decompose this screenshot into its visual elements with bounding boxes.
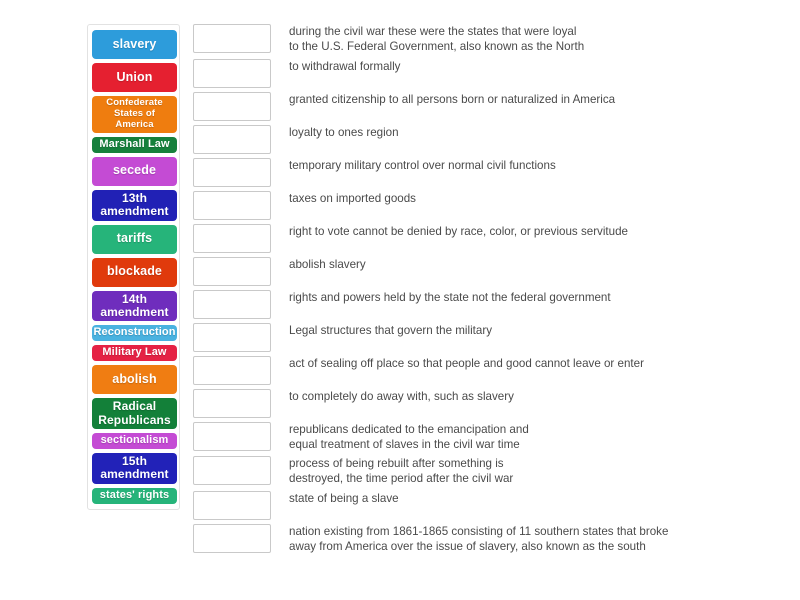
term-tile[interactable]: Confederate States of America [92,96,177,133]
definition-line: state of being a slave [289,491,399,505]
answer-drop-box[interactable] [193,524,271,553]
definition-text [271,456,793,487]
definition-text [271,92,793,107]
definition-row [193,524,793,555]
term-tile[interactable]: sectionalism [92,433,177,449]
term-tile[interactable]: Radical Republicans [92,398,177,429]
definition-line: away from America over the issue of slavery, also known as the south [289,540,646,554]
term-tile[interactable]: Military Law [92,345,177,361]
answer-drop-box[interactable] [193,456,271,485]
definition-text [271,158,793,173]
answer-drop-box[interactable] [193,491,271,520]
definition-row [193,290,793,319]
definition-text [271,389,793,404]
term-tile[interactable]: Reconstruction [92,325,177,341]
definition-line: republicans dedicated to the emancipation and [289,422,529,436]
definition-row [193,356,793,385]
term-tile[interactable]: 15th amendment [92,453,177,484]
definition-line: to the U.S. Federal Government, also known as the North [289,40,585,54]
answer-drop-box[interactable] [193,356,271,385]
definition-line: process of being rebuilt after something is [289,457,504,471]
definition-text [271,224,793,239]
definition-text [271,524,793,555]
definition-text [271,356,793,371]
definition-row [193,491,793,520]
definition-rows-list [193,24,793,558]
definition-line: granted citizenship to all persons born or naturalized in America [289,92,616,106]
answer-drop-box[interactable] [193,125,271,154]
definition-line: destroyed, the time period after the civil war [289,472,514,486]
definition-line: during the civil war these were the states that were loyal [289,25,577,38]
definition-row [193,24,793,55]
definition-text [271,24,793,55]
answer-drop-box[interactable] [193,24,271,53]
definition-line: to completely do away with, such as slavery [289,389,514,403]
definition-line: taxes on imported goods [289,191,416,205]
definition-row [193,456,793,487]
term-tile[interactable]: 14th amendment [92,291,177,322]
definition-row [193,257,793,286]
term-tiles-panel [87,24,180,510]
answer-drop-box[interactable] [193,323,271,352]
definition-text [271,491,793,506]
term-tile[interactable]: blockade [92,258,177,287]
definition-line: temporary military control over normal civil functions [289,158,556,172]
term-tile[interactable]: slavery [92,30,177,59]
term-tile[interactable]: 13th amendment [92,190,177,221]
answer-drop-box[interactable] [193,92,271,121]
answer-drop-box[interactable] [193,158,271,187]
term-tile[interactable]: Union [92,63,177,92]
definition-line: equal treatment of slaves in the civil war time [289,437,520,451]
definition-row [193,224,793,253]
answer-drop-box[interactable] [193,191,271,220]
answer-drop-box[interactable] [193,290,271,319]
definition-row [193,92,793,121]
term-tile[interactable]: abolish [92,365,177,394]
term-tile[interactable]: states' rights [92,488,177,504]
term-tile[interactable]: tariffs [92,225,177,254]
definition-text [271,191,793,206]
definition-line: nation existing from 1861-1865 consisting of 11 southern states that broke [289,524,669,538]
answer-drop-box[interactable] [193,257,271,286]
definition-line: to withdrawal formally [289,59,401,73]
term-tile[interactable]: secede [92,157,177,186]
answer-drop-box[interactable] [193,59,271,88]
definition-line: act of sealing off place so that people and good cannot leave or enter [289,356,644,370]
definition-text [271,257,793,272]
definition-row [193,389,793,418]
definition-row [193,158,793,187]
definition-line: abolish slavery [289,257,366,271]
definition-row [193,323,793,352]
definition-text [271,125,793,140]
definition-line: Legal structures that govern the military [289,323,492,337]
definition-line: rights and powers held by the state not the federal government [289,290,611,304]
answer-drop-box[interactable] [193,422,271,451]
answer-drop-box[interactable] [193,389,271,418]
definition-row [193,125,793,154]
definition-row [193,191,793,220]
term-tile[interactable]: Marshall Law [92,137,177,153]
definition-text [271,59,793,74]
definition-text [271,422,793,453]
definition-text [271,323,793,338]
definition-line: loyalty to ones region [289,125,399,139]
definition-text [271,290,793,305]
answer-drop-box[interactable] [193,224,271,253]
definition-line: right to vote cannot be denied by race, color, or previous servitude [289,224,628,238]
definition-row [193,59,793,88]
definition-row [193,422,793,453]
